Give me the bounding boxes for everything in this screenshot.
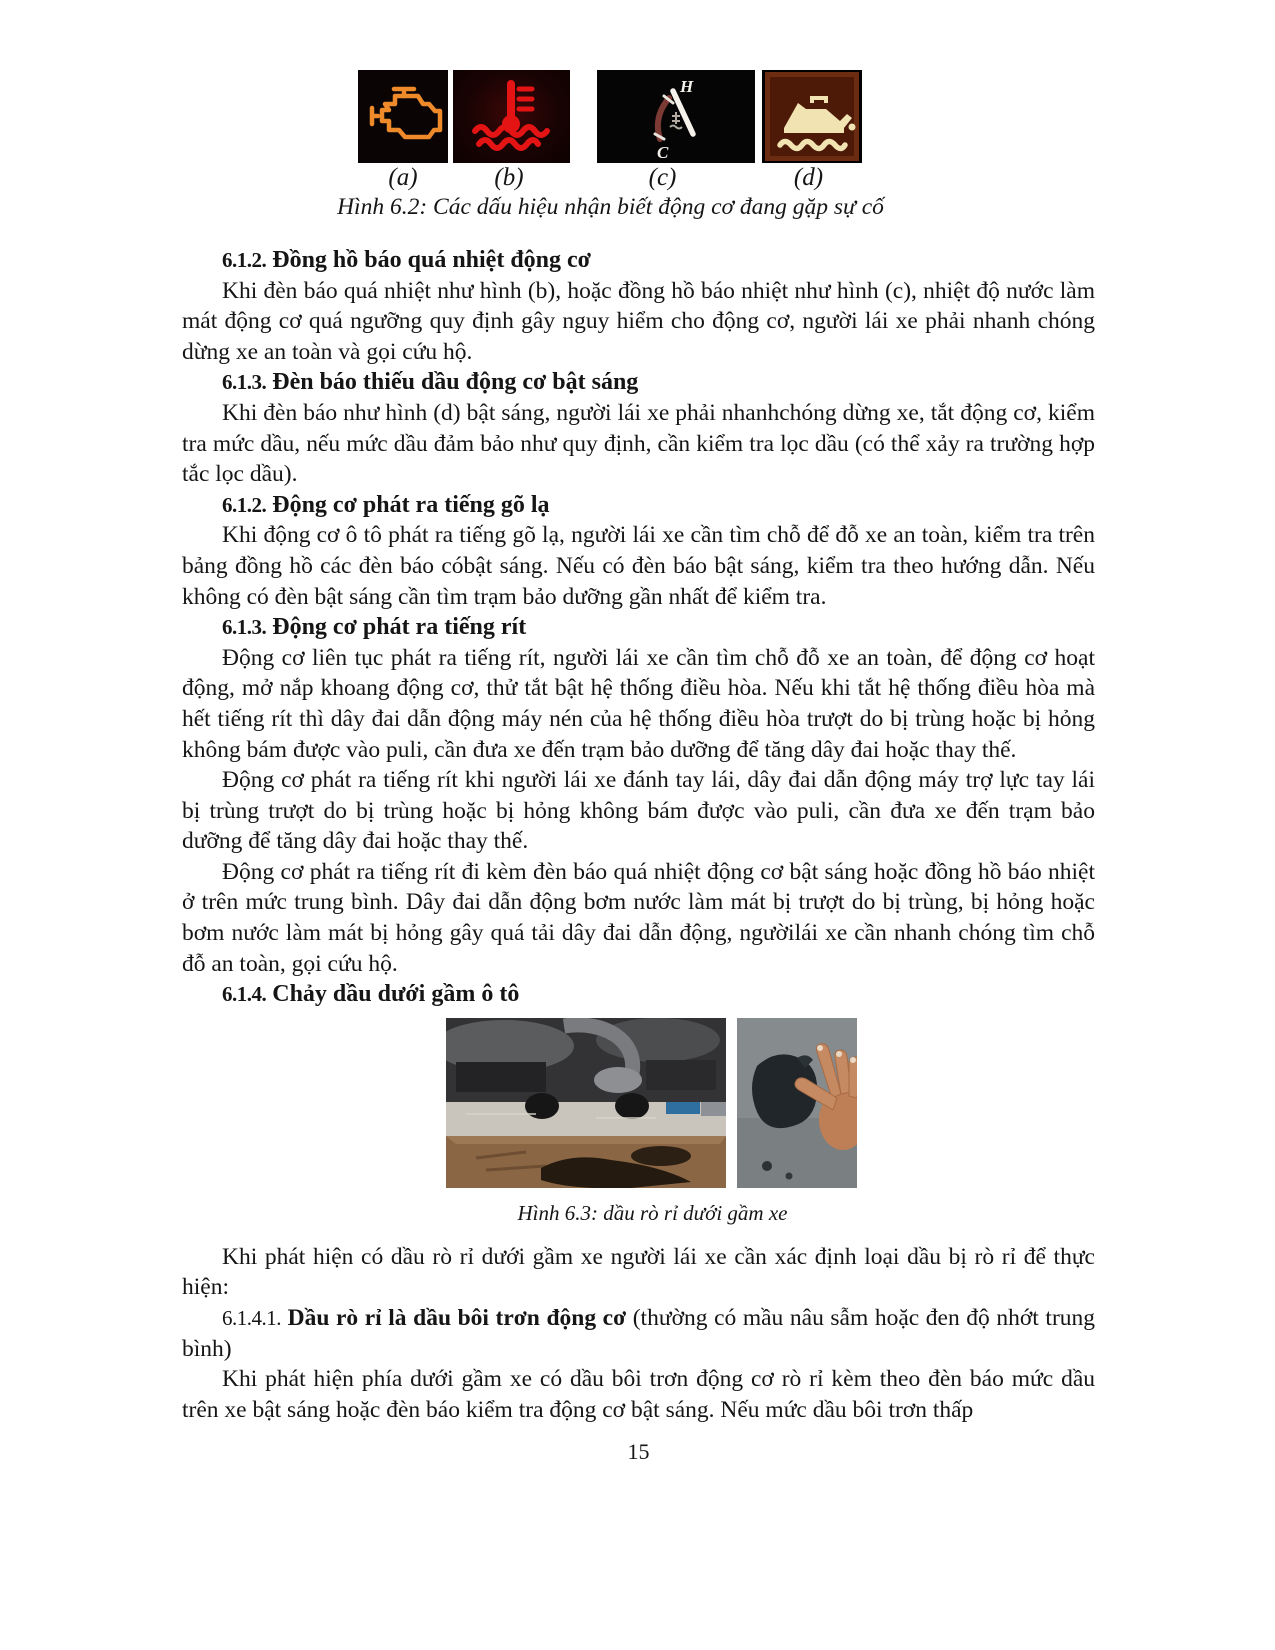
page-number: 15 [627,1439,650,1465]
paragraph-overheat: Khi đèn báo quá nhiệt như hình (b), hoặc đồng hồ báo nhiệt như hình (c), nhiệt độ nước làm mát động cơ quá ngưỡng quy định gây nguy hiểm cho động cơ, người lái xe phải nhanh chóng dừng xe an toàn và gọi cứu hộ. [182,277,1095,365]
warning-light-c [570,70,755,191]
figure-label-a: (a) [388,164,418,191]
oil-pressure-icon [762,70,862,163]
paragraph-squeal-1: Động cơ liên tục phát ra tiếng rít, người lái xe cần tìm chỗ đỗ xe an toàn, để động cơ hoạt động, mở nắp khoang động cơ, thử tắt bật hệ thống điều hòa. Nếu khi tắt hệ thống điều hòa mà hết tiếng rít thì dây đai dẫn động máy nén của hệ thống điều hòa trượt do bị trùng hoặc bị hỏng không bám được vào puli, cần đưa xe đến trạm bảo dưỡng để tăng dây đai hoặc thay thế. [182,644,1095,763]
paragraph-low-oil: Khi đèn báo như hình (d) bật sáng, người lái xe phải nhanhchóng dừng xe, tắt động cơ, kiểm tra mức dầu, nếu mức dầu đảm bảo như quy định, cần kiểm tra lọc dầu (có thể xảy ra trường hợp tắc lọc dầu). [182,399,1095,488]
heading-number: 6.1.2. [222,248,267,272]
heading-oil-leak [182,979,1095,1010]
oil-stain-on-ground-with-hand-photo [737,1018,857,1188]
paragraph-engine-oil-leak-detail: Khi phát hiện phía dưới gầm xe có dầu bôi trơn động cơ rò rỉ kèm theo đèn báo mức dầu trên xe bật sáng hoặc đèn báo kiểm tra động cơ bật sáng. Nếu mức dầu bôi trơn thấp [182,1366,1095,1423]
figure-label-b: (b) [494,164,524,191]
heading-low-oil-lamp [182,367,1095,398]
heading-number: 6.1.2. [222,492,267,517]
figure-6-2 [182,70,1095,221]
check-engine-icon [358,70,448,163]
heading-title: Động cơ phát ra tiếng rít [272,614,527,641]
car-undercarriage-oil-leak-photo [446,1018,726,1188]
paragraph-squeal-3: Động cơ phát ra tiếng rít đi kèm đèn báo quá nhiệt động cơ bật sáng hoặc đồng hồ báo nhiệt ở trên mức trung bình. Dây đai dẫn động bơm nước làm mát bị trượt do bị trùng, bị hỏng hoặc bơm nước làm mát bị hỏng gây quá tải dây đai dẫn động, ngườilái xe cần nhanh chóng tìm chỗ đỗ an toàn, gọi cứu hộ. [182,858,1095,977]
heading-engine-knock [182,490,1095,521]
paragraph-engine-oil-leak-title [182,1303,1095,1364]
warning-light-a [358,70,448,191]
figure-6-2-caption: Hình 6.2: Các dấu hiệu nhận biết động cơ đang gặp sự cố [337,194,884,220]
paragraph-squeal-2: Động cơ phát ra tiếng rít khi người lái xe đánh tay lái, dây đai dẫn động máy trợ lực tay lái bị trùng trượt do bị trùng hoặc bị hỏng không bám được vào puli, cần đưa xe đến trạm bảo dưỡng để tăng dây đai hoặc thay thế. [182,767,1095,855]
heading-overheat-gauge [182,245,1095,276]
paragraph-engine-knock: Khi động cơ ô tô phát ra tiếng gõ lạ, người lái xe cần tìm chỗ để đỗ xe an toàn, kiểm tra trên bảng đồng hồ các đèn báo cóbật sáng. Nếu có đèn báo bật sáng, kiểm tra theo hướng dẫn. Nếu không có đèn bật sáng cần tìm trạm bảo dưỡng gần nhất để kiểm tra. [182,522,1095,610]
body-text-after-figure [182,1242,1095,1426]
warning-lights-row [358,70,1095,191]
body-text [182,245,1095,1010]
heading-title: Động cơ phát ra tiếng gõ lạ [272,491,550,518]
svg-text:H: H [680,77,694,96]
heading-number: 6.1.3. [222,370,267,395]
warning-light-b [448,70,570,191]
heading-title: Đèn báo thiếu dầu động cơ bật sáng [272,369,639,396]
heading-title: Đồng hồ báo quá nhiệt động cơ [272,247,591,273]
heading-engine-squeal [182,612,1095,643]
temperature-gauge-icon [597,70,755,163]
figure-6-3-caption: Hình 6.3: dầu rò rỉ dưới gầm xe [517,1200,788,1225]
svg-text:C: C [657,143,669,162]
oil-leak-photos-row [446,1018,1055,1188]
figure-label-d: (d) [793,164,824,191]
subsection-suffix: (thường có mầu nâu sẫm hoặc đen độ nhớt trung bình) [182,1305,1096,1362]
subsection-number: 6.1.4.1. [222,1306,281,1331]
warning-light-d [755,70,862,191]
heading-title: Chảy dầu dưới gầm ô tô [272,981,520,1008]
figure-label-c: (c) [648,164,677,191]
paragraph-leak-intro: Khi phát hiện có dầu rò rỉ dưới gầm xe người lái xe cần xác định loại dầu bị rò rỉ để thực hiện: [182,1243,1095,1301]
heading-number: 6.1.4. [222,982,267,1007]
figure-6-3 [222,1018,1055,1226]
coolant-temperature-icon [453,70,570,163]
subsection-bold-title: Dầu rò rỉ là dầu bôi trơn động cơ [287,1305,627,1332]
heading-number: 6.1.3. [222,615,267,640]
